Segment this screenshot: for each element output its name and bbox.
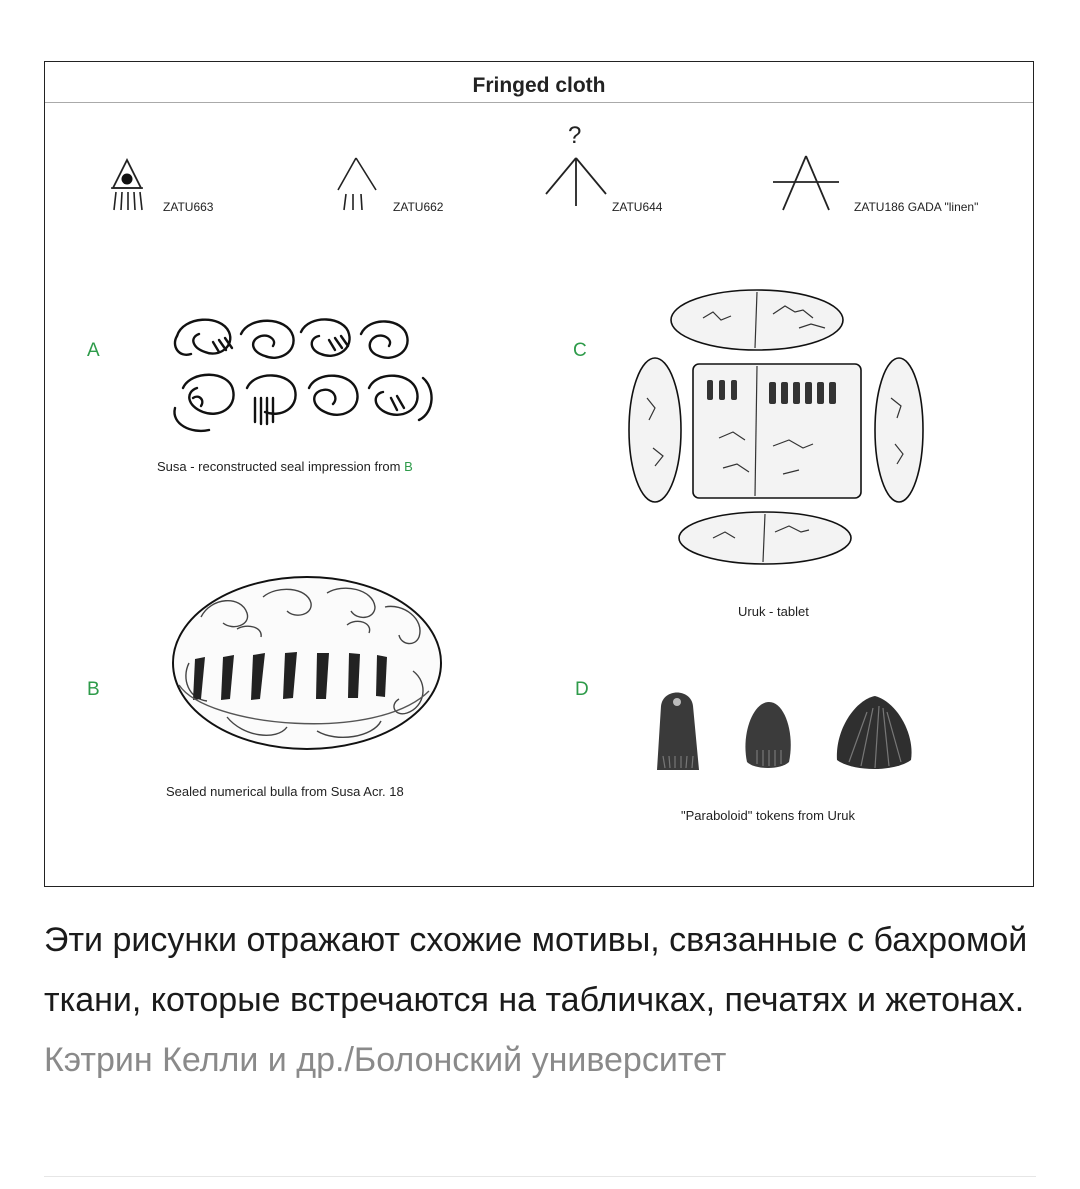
- uruk-tablet-drawing: [623, 288, 943, 588]
- panel-d-caption: "Paraboloid" tokens from Uruk: [681, 808, 855, 823]
- image-caption: [44, 910, 1036, 1090]
- zatu186-label: ZATU186 GADA "linen": [854, 200, 979, 214]
- zatu186-gada-sign-icon: [771, 152, 841, 214]
- panel-c-letter: C: [573, 340, 587, 361]
- panel-a-letter: A: [87, 340, 100, 361]
- zatu644-sign-icon: [544, 154, 610, 210]
- panel-a-caption-ref: B: [404, 459, 413, 474]
- numerical-bulla-drawing: [167, 567, 447, 757]
- zatu662-label: ZATU662: [393, 200, 444, 214]
- panel-a-caption: [157, 459, 413, 474]
- panel-b-caption: Sealed numerical bulla from Susa Acr. 18: [166, 784, 404, 799]
- figure: [44, 61, 1034, 887]
- zatu662-sign-icon: [332, 154, 382, 214]
- zatu644-uncertain-mark: ?: [568, 122, 582, 149]
- panel-d-letter: D: [575, 679, 589, 700]
- zatu663-label: ZATU663: [163, 200, 214, 214]
- paraboloid-tokens-image: [649, 686, 923, 776]
- caption-text: Эти рисунки отражают схожие мотивы, связанные с бахромой ткани, которые встречаются на табличках, печатях и жетонах.: [44, 921, 1028, 1019]
- caption-credit: Кэтрин Келли и др./Болонский университет: [44, 1041, 727, 1079]
- zatu644-label: ZATU644: [612, 200, 663, 214]
- bottom-divider: [44, 1176, 1036, 1177]
- zatu663-sign-icon: [107, 154, 153, 216]
- panel-a-caption-text: Susa - reconstructed seal impression from: [157, 459, 405, 474]
- panel-c-caption: Uruk - tablet: [738, 604, 809, 619]
- figure-title-divider: [45, 102, 1033, 103]
- seal-impression-drawing: [169, 312, 441, 436]
- panel-b-letter: B: [87, 679, 100, 700]
- figure-title: Fringed cloth: [472, 74, 606, 97]
